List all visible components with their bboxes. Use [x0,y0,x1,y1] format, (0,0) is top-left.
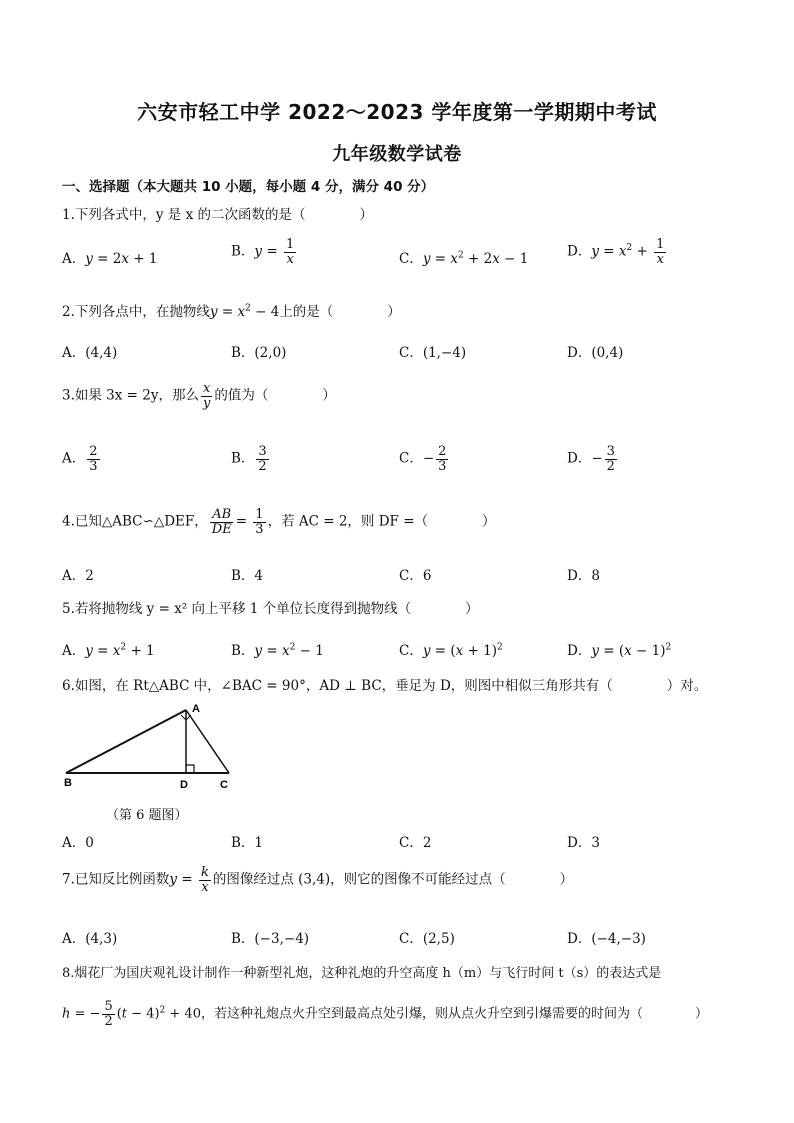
q2-option-c: C．(1,−4) [399,345,467,361]
q5-option-a: A．$y = x^2 + 1$ [62,642,155,659]
question-6-stem: 6.如图，在 Rt△ABC 中，∠BAC = 90°，AD ⊥ BC，垂足为 D，则图中相似三角形共有（ ）对。 [62,678,708,694]
figure-caption: （第 6 题图） [106,808,188,823]
q2-option-a: A．(4,4) [62,345,118,361]
q4-option-b: B．4 [231,568,264,584]
label-c: C [220,779,228,791]
question-7-stem: 7.已知反比例函数y = $\frac{k}{x}$ 的图像经过点 (3,4)，则它的图像不可能经过点（ ） [62,865,574,895]
q5-option-d: D．$y = (x - 1)^2$ [567,642,672,659]
right-triangle-figure [62,700,242,796]
q3-option-d: D．− $\frac{3}{2}$ [567,444,615,474]
q7-option-a: A．(4,3) [62,931,118,947]
q5-option-b: B．$y = x^2 - 1$ [231,642,324,659]
label-d: D [180,779,188,791]
q2-option-b: B．(2,0) [231,345,287,361]
q5-option-c: C．$y = (x + 1)^2$ [399,642,503,659]
q1-option-d: D．$y = x^2$ + $\frac{1}{x}$ [567,237,665,267]
q6-option-c: C．2 [399,835,432,851]
q7-option-c: C．(2,5) [399,931,455,947]
q6-option-a: A．0 [62,835,94,851]
section-heading: 一、选择题（本大题共 10 小题，每小题 4 分，满分 40 分） [62,179,435,195]
label-a: A [192,703,200,715]
q1-option-b: B．y = $\frac{1}{x}$ [231,237,295,267]
q4-option-a: A．2 [62,568,94,584]
q2-option-d: D．(0,4) [567,345,624,361]
label-b: B [64,777,72,789]
segment-ab [66,710,186,773]
q1-option-a: A．y = 2x + 1 [62,251,158,267]
question-8-formula-line: h = − $\frac{5}{2}$ $(t - 4)^2 + 40$，若这种礼炮点火升空到最高点处引爆，则从点火升空到引爆需要的时间为（ ） [62,999,708,1029]
question-3-stem: 3.如果 3x = 2y，那么 $\frac{x}{y}$ 的值为（ ） [62,381,336,411]
q7-option-b: B．(−3,−4) [231,931,310,947]
exam-title: 六安市轻工中学 2022～2023 学年度第一学期期中考试 [137,100,657,124]
q3-option-c: C．− $\frac{2}{3}$ [399,444,447,474]
q7-option-d: D．(−4,−3) [567,931,646,947]
question-4-stem: 4.已知△ABC∽△DEF， $\frac{AB}{DE}$ = $\frac{1}{3}$ ，若 AC = 2，则 DF =（ ） [62,507,496,537]
q4-option-d: D．8 [567,568,600,584]
question-8-stem: 8.烟花厂为国庆观礼设计制作一种新型礼炮，这种礼炮的升空高度 h（m）与飞行时间 t（s）的表达式是 [62,966,662,981]
q1-option-c: C．$y = x^2 + 2x - 1$ [399,250,529,267]
q3-option-b: B． $\frac{3}{2}$ [231,444,267,474]
q6-option-b: B．1 [231,835,264,851]
question-1-stem: 1.下列各式中，y 是 x 的二次函数的是（ ） [62,207,373,223]
q3-option-a: A． $\frac{2}{3}$ [62,444,98,474]
segment-ac [186,710,229,773]
question-5-stem: 5.若将抛物线 y = x² 向上平移 1 个单位长度得到抛物线（ ） [62,601,479,617]
q6-option-d: D．3 [567,835,600,851]
q4-option-c: C．6 [399,568,432,584]
exam-subtitle: 九年级数学试卷 [332,144,462,165]
right-angle-mark-d [186,765,194,773]
question-2-stem: 2.下列各点中，在抛物线$y = x^2 - 4$上的是（ ） [62,303,401,320]
